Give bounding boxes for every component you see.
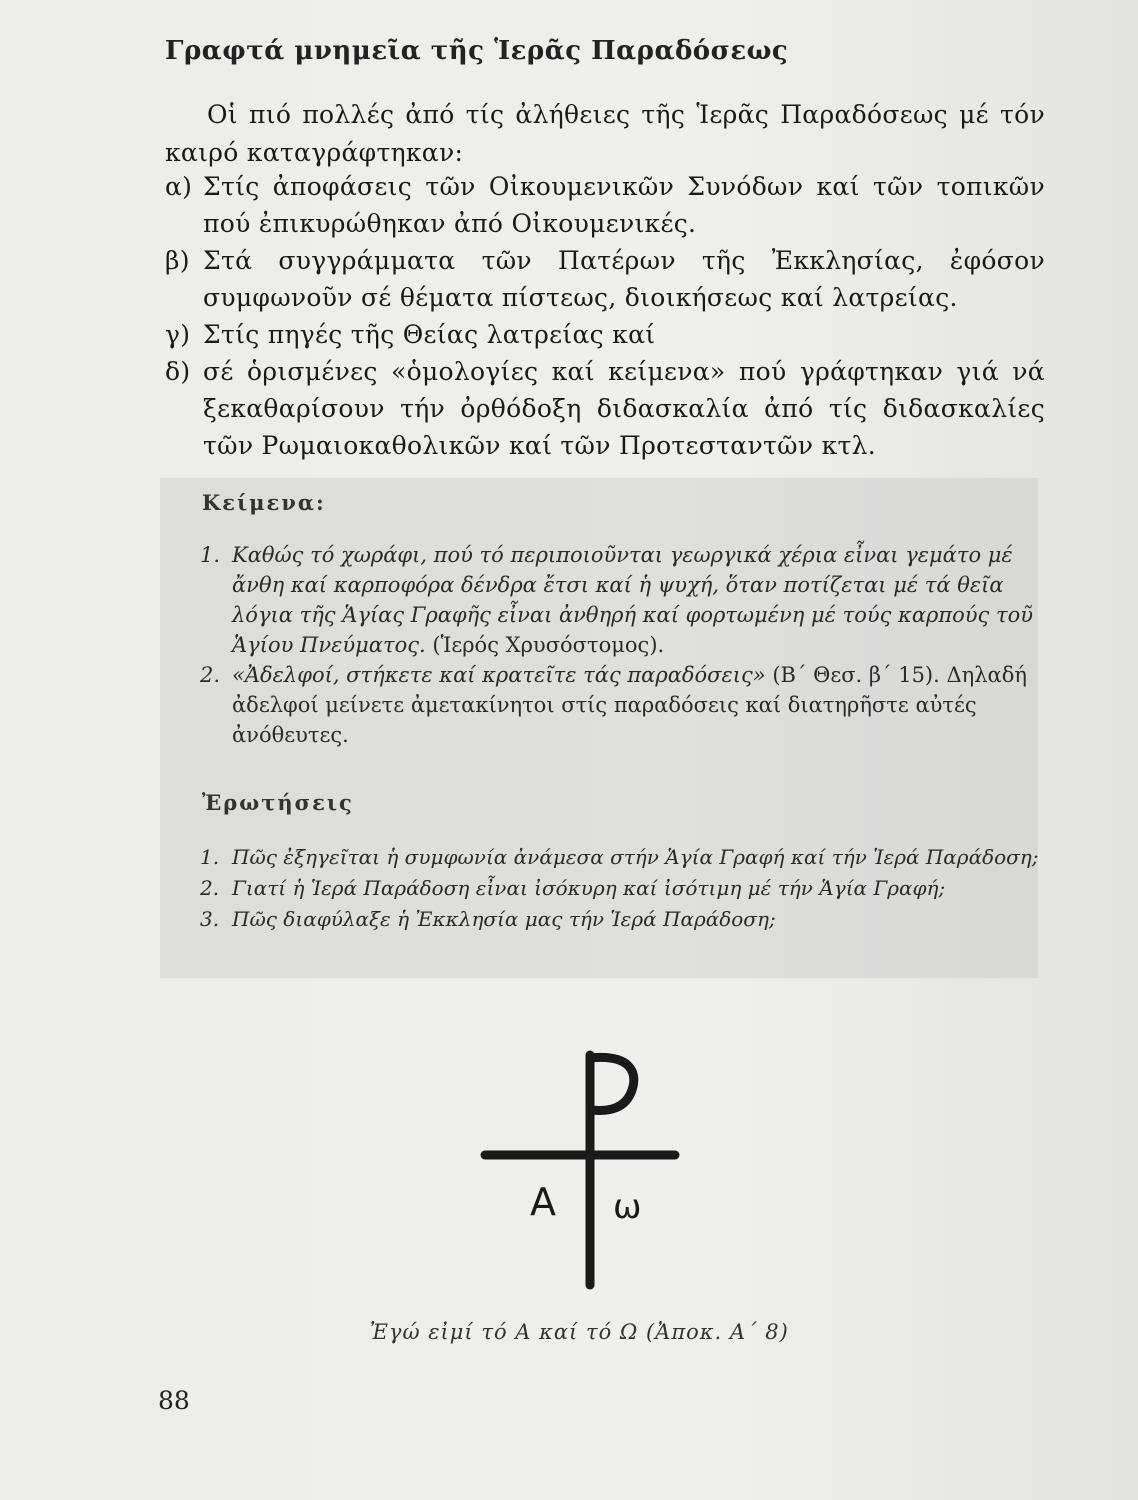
chi-rho-cross-icon [470, 1050, 690, 1300]
list-item [165, 353, 1045, 464]
question-number: 1. [200, 845, 220, 869]
symbol-caption: Ἐγώ εἰμί τό Α καί τό Ω (Ἀποκ. Α΄ 8) [370, 1320, 789, 1344]
question-number: 3. [200, 907, 220, 931]
list-item [165, 168, 1045, 242]
list-item [165, 242, 1045, 316]
question-item [200, 904, 1040, 935]
question-text: Πῶς ἐξηγεῖται ἡ συμφωνία ἀνάμεσα στήν Ἁγία Γραφή καί τήν Ἱερά Παράδοση; [232, 845, 1039, 869]
text-number: 2. [200, 663, 221, 687]
question-text: Πῶς διαφύλαξε ἡ Ἐκκλησία μας τήν Ἱερά Παράδοση; [232, 907, 776, 931]
text-item [200, 540, 1040, 660]
question-text: Γιατί ἡ Ἱερά Παράδοση εἶναι ἰσόκυρη καί ἰσότιμη μέ τήν Ἁγία Γραφή; [232, 876, 946, 900]
list-marker: δ) [165, 357, 191, 386]
text-number: 1. [200, 543, 221, 567]
text-quote: Καθώς τό χωράφι, πού τό περιποιοῦνται γεωργικά χέρια εἶναι γεμάτο μέ ἄνθη καί καρποφόρα δένδρα ἔτσι καί ἡ ψυχή, ὅταν ποτίζεται μέ τά θεῖα λόγια τῆς Ἁγίας Γραφῆς εἶναι ἀνθηρή καί φορτωμένη μέ τούς καρπούς τοῦ Ἁγίου Πνεύματος. [232, 543, 1034, 657]
questions-heading: Ἐρωτήσεις [202, 790, 354, 815]
text-source: (Β΄ Θεσ. β΄ 15). [772, 663, 940, 687]
texts-list [200, 540, 1040, 750]
list-marker: β) [165, 246, 190, 275]
text-item [200, 660, 1040, 750]
section-heading: Γραφτά μνημεῖα τῆς Ἱερᾶς Παραδόσεως [165, 36, 789, 66]
sources-list [165, 168, 1045, 464]
rho-loop [590, 1057, 634, 1110]
list-text: Στίς ἀποφάσεις τῶν Οἰκουμενικῶν Συνόδων καί τῶν τοπικῶν πού ἐπικυρώθηκαν ἀπό Οἰκουμενικές. [203, 172, 1045, 238]
text-body [232, 660, 1040, 750]
question-number: 2. [200, 876, 220, 900]
question-item [200, 873, 1040, 904]
intro-paragraph [165, 96, 1045, 172]
text-body [232, 540, 1040, 660]
list-text: Στά συγγράμματα τῶν Πατέρων τῆς Ἐκκλησίας, ἐφόσον συμφωνοῦν σέ θέματα πίστεως, διοικήσεως καί λατρείας. [203, 246, 1045, 312]
list-marker: γ) [165, 320, 191, 349]
text-source: (Ἱερός Χρυσόστομος). [432, 633, 665, 657]
alpha-letter: Α [530, 1180, 556, 1224]
text-explanation: Δηλαδή ἀδελφοί μείνετε ἀμετακίνητοι στίς παραδόσεις καί διατηρῆστε αὐτές ἀνόθευτες. [232, 663, 1027, 747]
text-quote: «Ἀδελφοί, στήκετε καί κρατεῖτε τάς παραδόσεις» [232, 663, 766, 687]
question-item [200, 842, 1040, 873]
intro-text: Οἱ πιό πολλές ἀπό τίς ἀλήθειες τῆς Ἱερᾶς Παραδόσεως μέ τόν καιρό καταγράφτηκαν: [165, 100, 1045, 167]
list-text: Στίς πηγές τῆς Θείας λατρείας καί [203, 320, 656, 349]
texts-heading: Κείμενα: [202, 490, 326, 515]
list-item [165, 316, 1045, 353]
list-marker: α) [165, 172, 193, 201]
omega-letter: ω [613, 1187, 642, 1227]
page-number: 88 [158, 1386, 190, 1415]
list-text: σέ ὁρισμένες «ὁμολογίες καί κείμενα» πού γράφτηκαν γιά νά ξεκαθαρίσουν τήν ὀρθόδοξη διδασκαλία ἀπό τίς διδασκαλίες τῶν Ρωμαιοκαθολικῶν καί τῶν Προτεσταντῶν κτλ. [203, 357, 1045, 460]
questions-list [200, 842, 1040, 935]
